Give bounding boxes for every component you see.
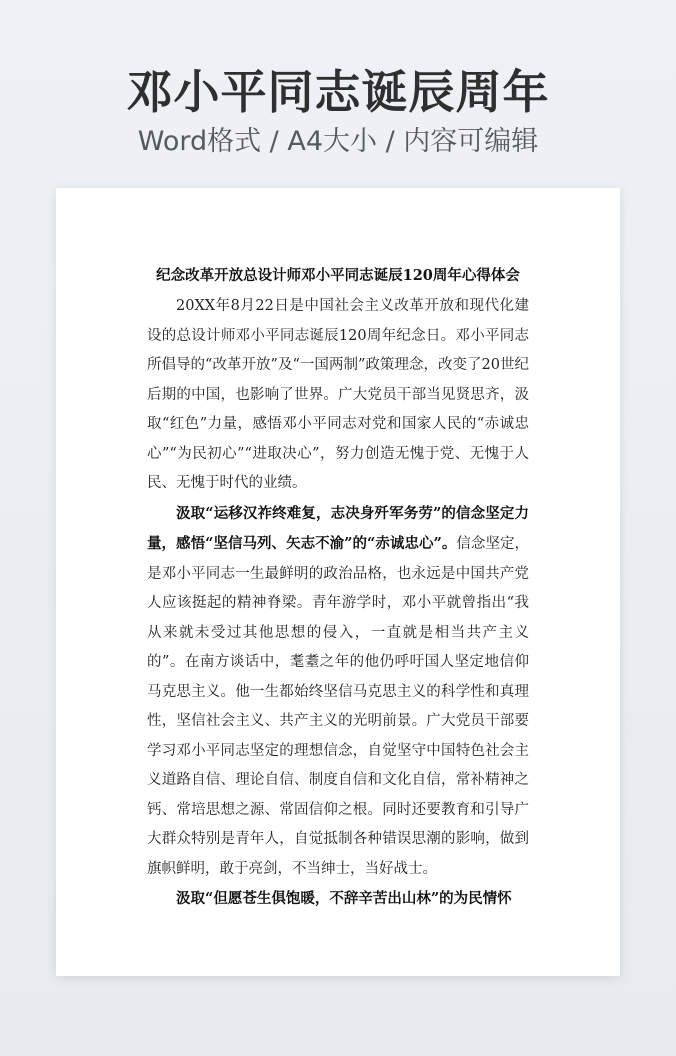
promo-title: 邓小平同志诞辰周年 (126, 65, 550, 119)
document-page (56, 188, 620, 976)
paragraph-faith-heading: 汲取“运移汉祚终难复，志决身歼军务劳”的信念坚定力量，感悟“坚信马列、矢志不渝”的“赤诚忠心”。 (147, 504, 529, 552)
document-title: 纪念改革开放总设计师邓小平同志诞辰120周年心得体会 (156, 267, 520, 284)
promo-subtitle: Word格式 / A4大小 / 内容可编辑 (137, 126, 539, 157)
document-body (147, 292, 529, 915)
paragraph-people-heading: 汲取“但愿苍生俱饱暖，不辞辛苦出山林”的为民情怀 (176, 890, 512, 907)
paragraph-faith-body: 信念坚定，是邓小平同志一生最鲜明的政治品格，也永远是中国共产党人应该挺起的精神脊梁。青年游学时，邓小平就曾指出“我从来就未受过其他思想的侵入，一直就是相当共产主义的”。在南方谈话中，耄耋之年的他仍呼吁国人坚定地信仰马克思主义。他一生都始终坚信马克思主义的科学性和真理性，坚信社会主义、共产主义的光明前景。广大党员干部要学习邓小平同志坚定的理想信念，自觉坚守中国特色社会主义道路自信、理论自信、制度自信和文化自信，常补精神之钙、常培思想之源、常固信仰之根。同时还要教育和引导广大群众特别是青年人，自觉抵制各种错误思潮的影响，做到旗帜鲜明，敢于亮剑，不当绅士，当好战士。 (147, 536, 529, 877)
paragraph-intro: 20XX年8月22日是中国社会主义改革开放和现代化建设的总设计师邓小平同志诞辰120周年纪念日。邓小平同志所倡导的“改革开放”及“一国两制”政策理念，改变了20世纪后期的中国，也影响了世界。广大党员干部当见贤思齐，汲取“红色”力量，感悟邓小平同志对党和国家人民的“赤诚忠心”“为民初心”“进取决心”，努力创造无愧于党、无愧于人民、无愧于时代的业绩。 (147, 298, 529, 491)
paragraph-faith (147, 499, 529, 885)
paragraph-people (147, 884, 529, 915)
promo-header (0, 62, 676, 160)
